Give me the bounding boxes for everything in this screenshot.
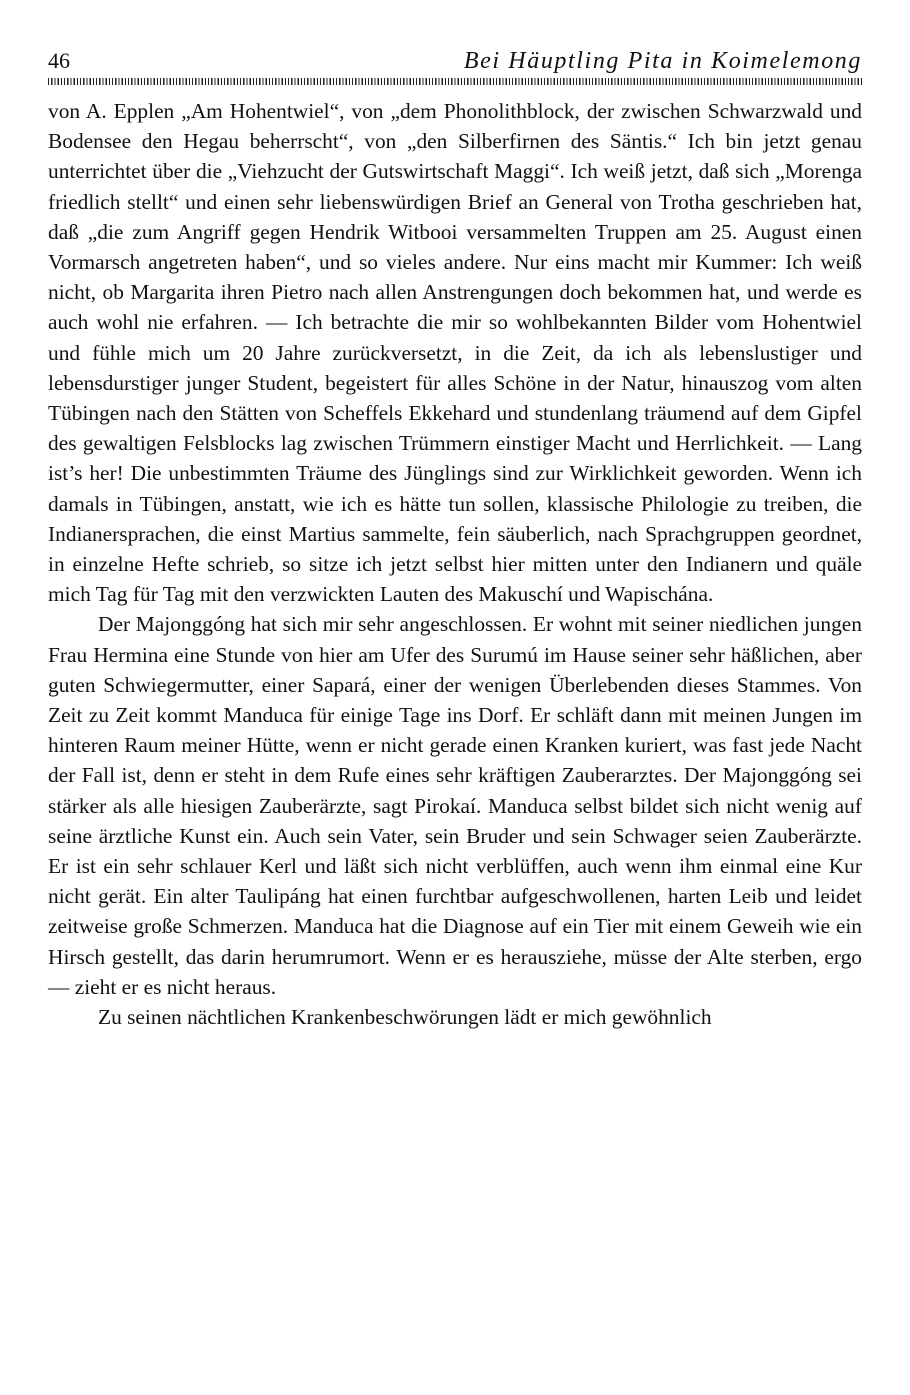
body-text [48, 96, 862, 1032]
paragraph-majonggong: Der Majonggóng hat sich mir sehr angeschlossen. Er wohnt mit seiner niedlichen jungen Frau Hermina eine Stunde von hier am Ufer des Surumú im Hause seiner sehr häßlichen, aber guten Schwiegermutter, einer Sapará, einer der wenigen Überlebenden dieses Stammes. Von Zeit zu Zeit kommt Manduca für einige Tage ins Dorf. Er schläft dann mit meinen Jungen im hinteren Raum meiner Hütte, wenn er nicht gerade einen Kranken kuriert, was fast jede Nacht der Fall ist, denn er steht in dem Rufe eines sehr kräftigen Zauberarztes. Der Majonggóng sei stärker als alle hiesigen Zauberärzte, sagt Pirokaí. Manduca selbst bildet sich nicht wenig auf seine ärztliche Kunst ein. Auch sein Vater, sein Bruder und sein Schwager seien Zauberärzte. Er ist ein sehr schlauer Kerl und läßt sich nicht verblüffen, auch wenn ihm einmal eine Kur nicht gerät. Ein alter Taulipáng hat einen furchtbar aufgeschwollenen, harten Leib und leidet zeitweise große Schmerzen. Manduca hat die Diagnose auf ein Tier mit einem Geweih wie ein Hirsch gestellt, das darin herumrumort. Wenn er es herausziehe, müsse der Alte sterben, ergo — zieht er es nicht heraus. [48, 612, 862, 999]
book-page [48, 44, 862, 1032]
paragraph-last: Zu seinen nächtlichen Krankenbeschwörungen lädt er mich gewöhnlich [98, 1005, 712, 1030]
running-title: Bei Häuptling Pita in Koimelemong [463, 48, 862, 74]
header-rule [48, 78, 862, 85]
page-header [48, 44, 862, 84]
paragraph-continued: von A. Epplen „Am Hohentwiel“, von „dem Phonolithblock, der zwischen Schwarzwald und Bodensee den Hegau beherrscht“, von „den Silberfirnen des Säntis.“ Ich bin jetzt genau unterrichtet über die „Viehzucht der Gutswirtschaft Maggi“. Ich weiß jetzt, daß sich „Morenga friedlich stellt“ und einen sehr liebenswürdigen Brief an General von Trotha geschrieben hat, daß „die zum Angriff gegen Hendrik Witbooi versammelten Truppen am 25. August einen Vormarsch angetreten haben“, und so vieles andere. Nur eins macht mir Kummer: Ich weiß nicht, ob Margarita ihren Pietro nach allen Anstrengungen doch bekommen hat, und werde es auch wohl nie erfahren. — Ich betrachte die mir so wohlbekannten Bilder vom Hohentwiel und fühle mich um 20 Jahre zurückversetzt, in die Zeit, da ich als lebenslustiger und lebensdurstiger junger Student, begeistert für alles Schöne in der Natur, hinauszog vom alten Tübingen nach den Stätten von Scheffels Ekkehard und stundenlang träumend auf dem Gipfel des gewaltigen Felsblocks lag zwischen Trümmern einstiger Macht und Herrlichkeit. — Lang ist’s her! Die unbestimmten Träume des Jünglings sind zur Wirklichkeit geworden. Wenn ich damals in Tübingen, anstatt, wie ich es hätte tun sollen, klassische Philologie zu treiben, die Indianersprachen, die einst Martius sammelte, fein säuberlich, nach Sprachgruppen geordnet, in einzelne Hefte schrieb, so sitze ich jetzt selbst hier mitten unter den Indianern und quäle mich Tag für Tag mit den verzwickten Lauten des Makuschí und Wapischána. [48, 99, 862, 607]
page-number: 46 [48, 48, 70, 73]
